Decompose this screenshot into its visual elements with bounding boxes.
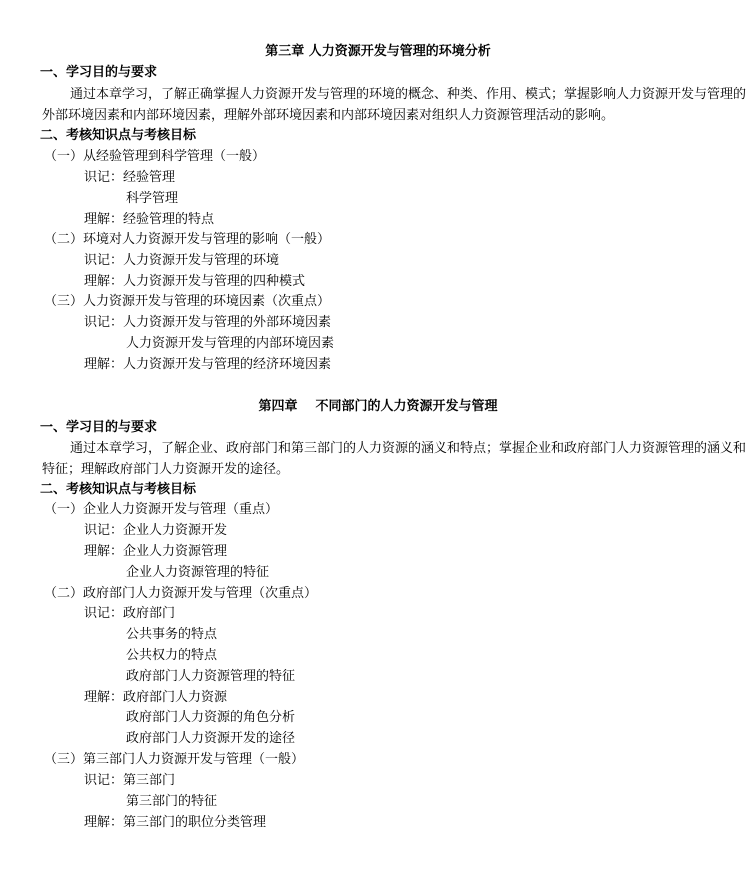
chapter4-section-3: （三）第三部门人力资源开发与管理（一般）	[44, 752, 305, 767]
chapter3-title: 第三章 人力资源开发与管理的环境分析	[265, 44, 491, 59]
chapter4-heading-knowledge: 二、考核知识点与考核目标	[40, 482, 197, 497]
chapter4-s3-memorize: 识记：第三部门	[84, 773, 176, 788]
chapter4-section-2: （二）政府部门人力资源开发与管理（次重点）	[44, 586, 318, 601]
chapter3-intro: 通过本章学习，了解正确掌握人力资源开发与管理的环境的概念、种类、作用、模式；掌握影响人力资源开发与管理的外部环境因素和内部环境因素，理解外部环境因素和内部环境因素对组织人力资源管理活动的影响。	[42, 87, 747, 123]
chapter3-s1-memorize-2: 科学管理	[126, 191, 179, 206]
chapter4-s2-memorize-3: 公共权力的特点	[126, 648, 218, 663]
chapter4-heading-objectives: 一、学习目的与要求	[40, 420, 158, 435]
chapter4-s3-memorize-2: 第三部门的特征	[126, 794, 218, 809]
chapter3-heading-knowledge: 二、考核知识点与考核目标	[40, 128, 197, 143]
chapter3-s1-understand: 理解：经验管理的特点	[84, 212, 215, 227]
chapter4-s2-memorize: 识记：政府部门	[84, 606, 176, 621]
chapter4-s1-understand: 理解：企业人力资源管理	[84, 544, 228, 559]
chapter3-s3-understand: 理解：人力资源开发与管理的经济环境因素	[84, 357, 332, 372]
chapter4-s2-understand-2: 政府部门人力资源的角色分析	[126, 710, 296, 725]
chapter3-s3-memorize-2: 人力资源开发与管理的内部环境因素	[126, 336, 335, 351]
chapter3-s3-memorize: 识记：人力资源开发与管理的外部环境因素	[84, 315, 332, 330]
chapter4-s2-understand-3: 政府部门人力资源开发的途径	[126, 731, 296, 746]
chapter4-s1-memorize: 识记：企业人力资源开发	[84, 523, 228, 538]
chapter4-s3-understand: 理解：第三部门的职位分类管理	[84, 815, 267, 830]
chapter3-heading-objectives: 一、学习目的与要求	[40, 65, 158, 80]
chapter3-section-3: （三）人力资源开发与管理的环境因素（次重点）	[44, 294, 331, 309]
chapter3-section-1: （一）从经验管理到科学管理（一般）	[44, 149, 266, 164]
chapter4-s2-memorize-4: 政府部门人力资源管理的特征	[126, 669, 296, 684]
chapter4-title-number: 第四章	[258, 399, 298, 414]
chapter4-title	[0, 397, 756, 417]
chapter4-intro: 通过本章学习，了解企业、政府部门和第三部门的人力资源的涵义和特点；掌握企业和政府部门人力资源管理的涵义和特征；理解政府部门人力资源开发的途径。	[42, 441, 747, 477]
chapter3-section-2: （二）环境对人力资源开发与管理的影响（一般）	[44, 232, 331, 247]
chapter3-s2-understand: 理解：人力资源开发与管理的四种模式	[84, 274, 306, 289]
chapter4-title-text: 不同部门的人力资源开发与管理	[315, 399, 498, 414]
chapter3-s2-memorize: 识记：人力资源开发与管理的环境	[84, 253, 280, 268]
chapter3-s1-memorize: 识记：经验管理	[84, 170, 176, 185]
chapter4-s2-understand: 理解：政府部门人力资源	[84, 690, 228, 705]
chapter4-s1-understand-2: 企业人力资源管理的特征	[126, 565, 270, 580]
chapter4-s2-memorize-2: 公共事务的特点	[126, 627, 218, 642]
chapter4-section-1: （一）企业人力资源开发与管理（重点）	[44, 502, 279, 517]
